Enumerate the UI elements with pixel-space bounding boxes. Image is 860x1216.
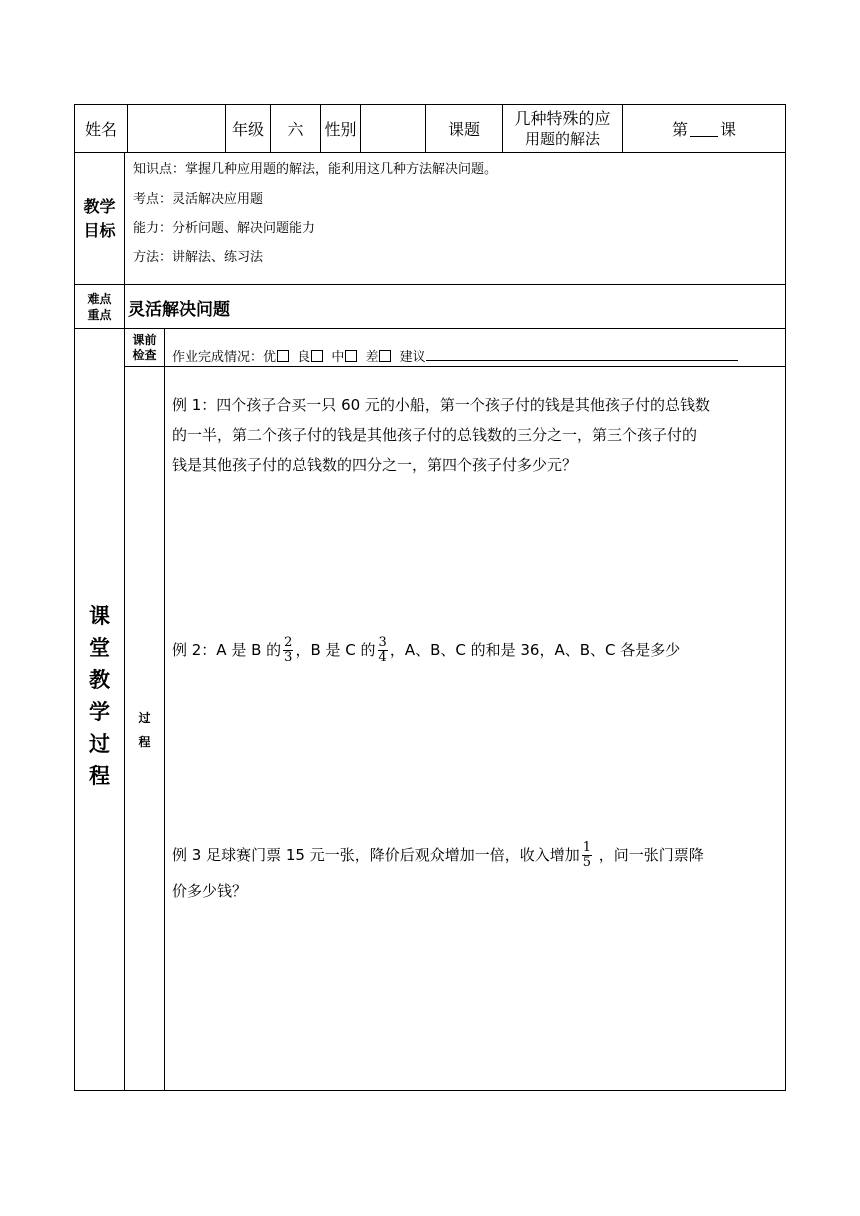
- lesson-prefix: 第: [671, 120, 688, 139]
- opt-poor-label: 差: [365, 350, 379, 365]
- process-sub-label: [125, 706, 164, 754]
- topic-value-line2: 用题的解法: [524, 129, 600, 148]
- grade-value[interactable]: 六: [287, 120, 304, 139]
- process-big-label: [75, 600, 124, 792]
- name-label: 姓名: [84, 120, 117, 139]
- example-2: [172, 635, 782, 665]
- homework-prefix: 作业完成情况：优: [172, 350, 277, 365]
- difficulty-content: 灵活解决问题: [128, 300, 230, 320]
- lesson-blank[interactable]: [690, 121, 718, 137]
- lesson-number: [623, 105, 785, 152]
- example-1-line1: 例 1：四个孩子合买一只 60 元的小船，第一个孩子付的钱是其他孩子付的总钱数: [172, 396, 710, 414]
- opt-mid-label: 中: [331, 350, 345, 365]
- gender-value[interactable]: [361, 105, 425, 152]
- checkbox-poor[interactable]: [379, 350, 391, 362]
- precheck-label-line1: 课前: [132, 332, 157, 347]
- example-2-part-c: ，A、B、C 的和是 36，A、B、C 各是多少: [389, 641, 681, 659]
- example-2-part-a: 例 2：A 是 B 的: [172, 641, 282, 659]
- example-3-part-a: 例 3 足球赛门票 15 元一张，降价后观众增加一倍，收入增加: [172, 846, 580, 864]
- checkbox-medium[interactable]: [345, 350, 357, 362]
- fraction-3-numerator: 1: [582, 840, 591, 855]
- suggest-blank[interactable]: [426, 346, 738, 361]
- example-3-line2: 价多少钱？: [172, 882, 248, 900]
- fraction-3-denominator: 5: [582, 855, 591, 870]
- suggest-label: 建议: [399, 350, 426, 365]
- opt-good-label: 良: [297, 350, 311, 365]
- example-2-part-b: ，B 是 C 的: [295, 641, 376, 659]
- fraction-2-denominator: 4: [378, 650, 387, 665]
- topic-value: [503, 105, 622, 152]
- process-char-1: 课: [89, 604, 110, 628]
- name-value[interactable]: [128, 105, 225, 152]
- sub-label-char-1: 过: [138, 711, 151, 725]
- checkbox-excellent[interactable]: [277, 350, 289, 362]
- topic-label: 课题: [447, 120, 480, 139]
- example-1-line2: 的一半，第二个孩子付的钱是其他孩子付的总钱数的三分之一，第三个孩子付的: [172, 426, 698, 444]
- gender-label: 性别: [324, 120, 357, 139]
- process-char-3: 教: [89, 668, 110, 692]
- precheck-label: [125, 329, 164, 366]
- homework-status: [172, 346, 738, 367]
- example-3: [172, 837, 782, 909]
- goal-method: 方法：讲解法、练习法: [133, 250, 264, 265]
- example-2-fraction-1: [283, 636, 293, 665]
- goal-exam: 考点：灵活解决应用题: [133, 192, 264, 207]
- grade-label: 年级: [231, 120, 264, 139]
- example-1: [172, 390, 782, 480]
- precheck-label-line2: 检查: [132, 347, 157, 362]
- goals-label-line1: 教学: [83, 196, 116, 216]
- example-3-fraction: [582, 841, 592, 870]
- difficulty-label-line1: 难点: [87, 291, 112, 306]
- sub-label-char-2: 程: [138, 735, 151, 749]
- difficulty-label: [75, 285, 124, 328]
- process-char-2: 堂: [89, 636, 110, 660]
- process-char-6: 程: [89, 764, 110, 788]
- example-3-part-b: ，问一张门票降: [594, 846, 704, 864]
- topic-value-line1: 几种特殊的应: [514, 108, 611, 128]
- fraction-1-numerator: 2: [284, 635, 293, 650]
- goals-label-line2: 目标: [83, 220, 116, 240]
- process-char-4: 学: [89, 700, 110, 724]
- goals-label: [75, 153, 124, 284]
- difficulty-label-line2: 重点: [87, 307, 112, 322]
- lesson-suffix: 课: [720, 120, 737, 139]
- checkbox-good[interactable]: [311, 350, 323, 362]
- example-1-line3: 钱是其他孩子付的总钱数的四分之一，第四个孩子付多少元？: [172, 456, 578, 474]
- example-2-fraction-2: [378, 636, 388, 665]
- fraction-1-denominator: 3: [284, 650, 293, 665]
- process-char-5: 过: [89, 732, 110, 756]
- fraction-2-numerator: 3: [378, 635, 387, 650]
- goal-knowledge: 知识点：掌握几种应用题的解法，能利用这几种方法解决问题。: [133, 162, 498, 177]
- goal-ability: 能力：分析问题、解决问题能力: [133, 221, 316, 236]
